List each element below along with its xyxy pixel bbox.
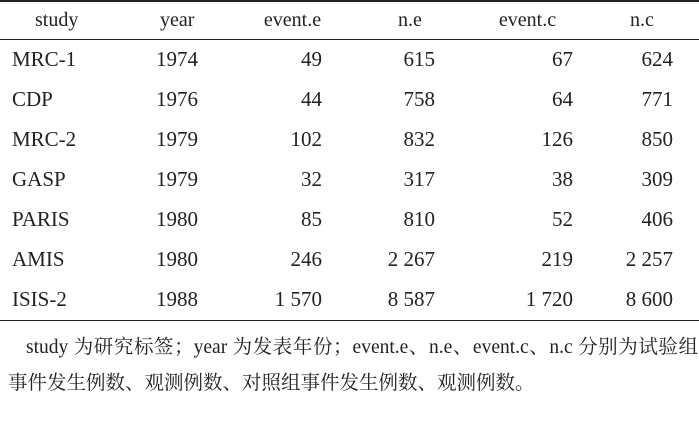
cell-event-e: 49 — [301, 47, 322, 71]
cell-year: 1988 — [120, 280, 235, 321]
cell-study: CDP — [12, 87, 53, 111]
cell-event-c: 38 — [552, 167, 573, 191]
table-footnote: study 为研究标签；year 为发表年份；event.e、n.e、event.c、n.c 分别为试验组事件发生例数、观测例数、对照组事件发生例数、观测例数。 — [8, 337, 698, 394]
cell-event-c: 1 720 — [470, 280, 585, 321]
cell-study: MRC-2 — [12, 127, 77, 151]
cell-event-c: 64 — [552, 87, 573, 111]
cell-event-e: 102 — [290, 127, 322, 151]
cell-n-c: 309 — [641, 167, 673, 191]
cell-n-c: 850 — [641, 127, 673, 151]
cell-year: 1974 — [156, 47, 198, 71]
table-row — [0, 120, 699, 160]
cell-n-c: 406 — [641, 207, 673, 231]
cell-year: 1976 — [156, 87, 198, 111]
cell-n-e: 2 267 — [387, 247, 435, 271]
cell-event-c: 219 — [541, 247, 573, 271]
header-row — [0, 1, 699, 39]
cell-n-e: 758 — [403, 87, 435, 111]
table-row — [0, 240, 699, 280]
header-n-c: n.c — [585, 1, 699, 39]
cell-study: MRC-1 — [12, 47, 77, 71]
cell-event-e: 32 — [301, 167, 322, 191]
table-row — [0, 39, 699, 80]
cell-n-e: 615 — [403, 47, 435, 71]
cell-event-e: 1 570 — [235, 280, 350, 321]
header-event-e: event.e — [235, 1, 350, 39]
cell-study: ISIS-2 — [0, 280, 120, 321]
header-event-c: event.c — [470, 1, 585, 39]
cell-n-e: 317 — [403, 167, 435, 191]
cell-event-c: 67 — [552, 47, 573, 71]
cell-year: 1979 — [156, 167, 198, 191]
cell-year: 1979 — [156, 127, 198, 151]
cell-event-e: 246 — [290, 247, 322, 271]
cell-year: 1980 — [156, 247, 198, 271]
cell-event-e: 44 — [301, 87, 322, 111]
table-row — [0, 80, 699, 120]
cell-study: AMIS — [12, 247, 65, 271]
cell-n-e: 832 — [403, 127, 435, 151]
cell-n-e: 8 587 — [350, 280, 470, 321]
cell-study: GASP — [12, 167, 66, 191]
cell-n-c: 771 — [641, 87, 673, 111]
header-year: year — [120, 1, 235, 39]
cell-n-e: 810 — [403, 207, 435, 231]
table-row — [0, 280, 699, 321]
table-header — [0, 1, 699, 39]
table-row — [0, 200, 699, 240]
header-study: study — [0, 1, 120, 39]
cell-event-c: 52 — [552, 207, 573, 231]
cell-study: PARIS — [12, 207, 70, 231]
cell-event-c: 126 — [541, 127, 573, 151]
cell-n-c: 8 600 — [585, 280, 699, 321]
cell-year: 1980 — [156, 207, 198, 231]
table-body — [0, 39, 699, 320]
header-n-e: n.e — [350, 1, 470, 39]
cell-n-c: 2 257 — [625, 247, 673, 271]
table-row — [0, 160, 699, 200]
cell-n-c: 624 — [641, 47, 673, 71]
cell-event-e: 85 — [301, 207, 322, 231]
